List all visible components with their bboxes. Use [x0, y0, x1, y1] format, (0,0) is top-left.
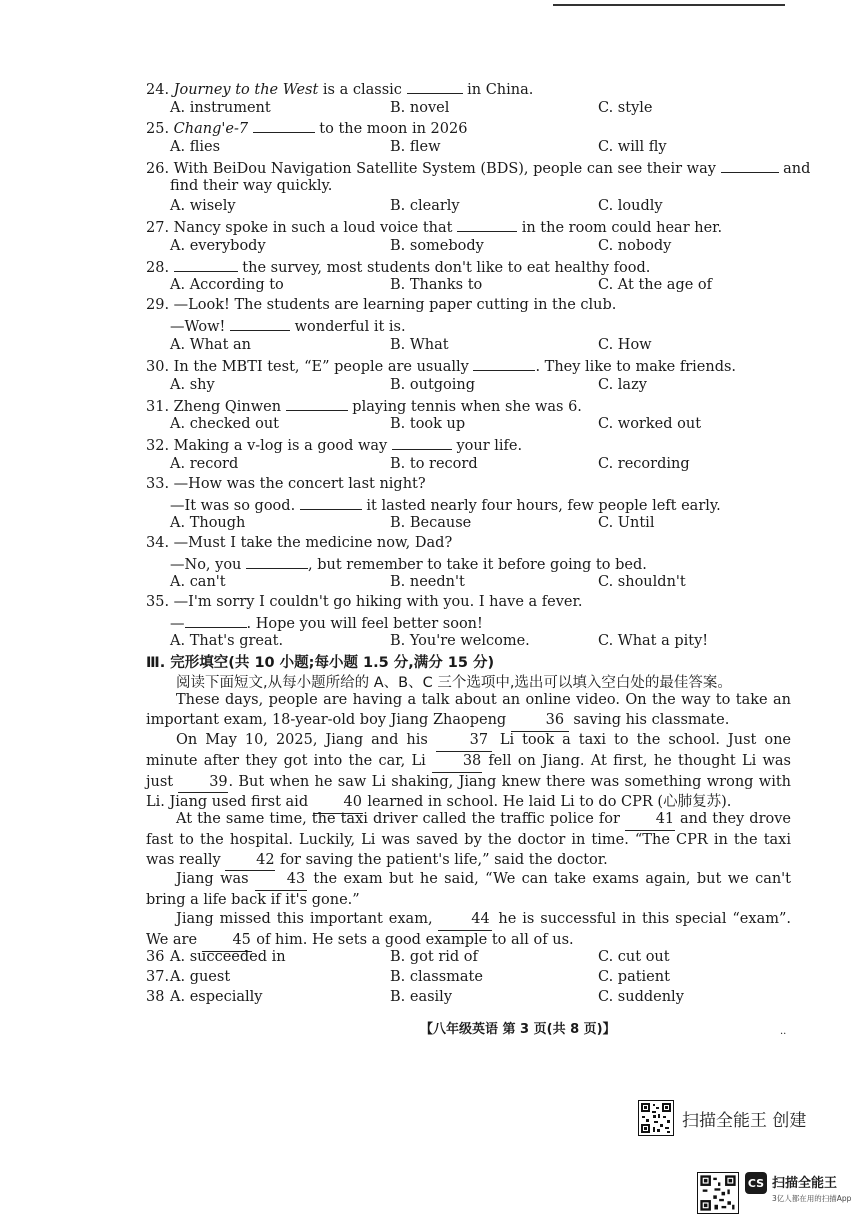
option-35b: B. You're welcome.: [390, 633, 530, 649]
blank-45: 45: [202, 931, 252, 952]
option-30a: A. shy: [170, 377, 215, 393]
cloze-option-36b: B. got rid of: [390, 949, 478, 965]
option-32b: B. to record: [390, 456, 478, 472]
question-34-reply: —No, you , but remember to take it before going to bed.: [170, 554, 647, 574]
option-27a: A. everybody: [170, 238, 266, 254]
question-34: 34. —Must I take the medicine now, Dad?: [146, 535, 453, 551]
option-34b: B. needn't: [390, 574, 465, 590]
blank-43: 43: [255, 870, 307, 891]
question-26: 26. With BeiDou Navigation Satellite System (BDS), people can see their way and: [146, 158, 810, 178]
question-26-continued: find their way quickly.: [170, 178, 333, 194]
watermark-text: 扫描全能王 创建: [682, 1110, 807, 1131]
cloze-option-38c: C. suddenly: [598, 989, 684, 1005]
option-28c: C. At the age of: [598, 277, 713, 293]
blank-42: 42: [225, 851, 275, 872]
question-28: 28. the survey, most students don't like to eat healthy food.: [146, 257, 650, 277]
question-24: 24. Journey to the West is a classic in China.: [146, 79, 533, 99]
option-35c: C. What a pity!: [598, 633, 709, 649]
question-29-reply: —Wow! wonderful it is.: [170, 316, 406, 336]
cloze-number-38: 38: [146, 989, 165, 1005]
passage-paragraph-1: These days, people are having a talk about an online video. On the way to take an important exam, 18-year-old boy Jiang Zhaopeng 36 saving his classmate.: [146, 691, 791, 732]
camscanner-logo-icon: CS: [745, 1172, 767, 1194]
passage-paragraph-5: Jiang missed this important exam, 44 he is successful in this special “exam”. We are 45 of him. He sets a good example to all of us.: [146, 910, 791, 952]
option-28b: B. Thanks to: [390, 277, 483, 293]
top-rule: [553, 4, 785, 6]
cloze-option-36c: C. cut out: [598, 949, 670, 965]
blank-39: 39: [178, 773, 228, 794]
cloze-option-36a: A. succeeded in: [170, 949, 286, 965]
blank-38: 38: [432, 752, 482, 773]
option-29c: C. How: [598, 337, 652, 353]
option-31c: C. worked out: [598, 416, 702, 432]
option-32c: C. recording: [598, 456, 690, 472]
question-25: 25. Chang'e-7 to the moon in 2026: [146, 118, 467, 138]
option-32a: A. record: [170, 456, 239, 472]
question-27: 27. Nancy spoke in such a loud voice that in the room could hear her.: [146, 217, 722, 237]
cloze-option-37b: B. classmate: [390, 969, 483, 985]
section-instruction: 阅读下面短文,从每小题所给的 A、B、C 三个选项中,选出可以填入空白处的最佳答案。: [176, 675, 732, 691]
option-29a: A. What an: [170, 337, 251, 353]
section-title: Ⅲ. 完形填空(共 10 小题;每小题 1.5 分,满分 15 分): [146, 655, 495, 671]
option-26c: C. loudly: [598, 198, 663, 214]
option-25c: C. will fly: [598, 139, 667, 155]
option-26b: B. clearly: [390, 198, 460, 214]
cloze-number-37: 37.: [146, 969, 170, 985]
camscanner-watermark: [638, 1100, 806, 1136]
option-24c: C. style: [598, 100, 653, 116]
cloze-option-38a: A. especially: [170, 989, 263, 1005]
option-33b: B. Because: [390, 515, 472, 531]
option-33c: C. Until: [598, 515, 655, 531]
option-30b: B. outgoing: [390, 377, 476, 393]
qr-code-icon: [638, 1100, 674, 1136]
option-31a: A. checked out: [170, 416, 280, 432]
question-32: 32. Making a v-log is a good way your life.: [146, 435, 522, 455]
scan-speck: ..: [780, 1026, 787, 1037]
option-33a: A. Though: [170, 515, 246, 531]
cloze-option-37c: C. patient: [598, 969, 670, 985]
passage-paragraph-3: At the same time, the taxi driver called the traffic police for 41 and they drove fast to the hospital. Luckily, Li was saved by the doctor in time. “The CPR in the taxi was really 42 for saving the patient's life,” said the doctor.: [146, 810, 791, 871]
blank-44: 44: [438, 910, 492, 931]
page-footer: 【八年级英语 第 3 页(共 8 页)】: [420, 1022, 616, 1037]
camscanner-brand: 扫描全能王: [772, 1176, 838, 1191]
option-30c: C. lazy: [598, 377, 647, 393]
qr-code-icon: [697, 1172, 739, 1214]
question-33: 33. —How was the concert last night?: [146, 476, 426, 492]
option-24a: A. instrument: [170, 100, 271, 116]
option-31b: B. took up: [390, 416, 466, 432]
question-35-reply: — . Hope you will feel better soon!: [170, 613, 483, 633]
option-28a: A. According to: [170, 277, 284, 293]
blank-37: 37: [436, 731, 492, 752]
option-34c: C. shouldn't: [598, 574, 686, 590]
cloze-option-37a: A. guest: [170, 969, 231, 985]
camscanner-slogan: 3亿人都在用的扫描App: [772, 1194, 852, 1203]
option-25a: A. flies: [170, 139, 221, 155]
blank-36: 36: [511, 711, 569, 732]
option-35a: A. That's great.: [170, 633, 284, 649]
option-34a: A. can't: [170, 574, 226, 590]
blank-41: 41: [625, 810, 675, 831]
camscanner-badge: [697, 1172, 851, 1214]
question-30: 30. In the MBTI test, “E” people are usually . They like to make friends.: [146, 356, 736, 376]
question-33-reply: —It was so good. it lasted nearly four hours, few people left early.: [170, 495, 721, 515]
cloze-number-36: 36: [146, 949, 165, 965]
question-35: 35. —I'm sorry I couldn't go hiking with you. I have a fever.: [146, 594, 583, 610]
option-29b: B. What: [390, 337, 449, 353]
cloze-option-38b: B. easily: [390, 989, 453, 1005]
option-26a: A. wisely: [170, 198, 236, 214]
blank-40: 40: [313, 793, 363, 814]
passage-paragraph-4: Jiang was 43 the exam but he said, “We can take exams again, but we can't bring a life back if it's gone.”: [146, 871, 791, 908]
option-24b: B. novel: [390, 100, 450, 116]
option-27b: B. somebody: [390, 238, 484, 254]
option-25b: B. flew: [390, 139, 441, 155]
question-31: 31. Zheng Qinwen playing tennis when she was 6.: [146, 396, 582, 416]
option-27c: C. nobody: [598, 238, 672, 254]
passage-paragraph-2: On May 10, 2025, Jiang and his 37 Li took a taxi to the school. Just one minute after they got into the car, Li 38 fell on Jiang. At first, he thought Li was just 39. But when he saw Li shaking, Jiang knew there was something wrong with Li. Jiang used first aid 40 learned in school. He laid Li to do CPR (心肺复苏).: [146, 731, 791, 814]
question-29: 29. —Look! The students are learning paper cutting in the club.: [146, 297, 617, 313]
